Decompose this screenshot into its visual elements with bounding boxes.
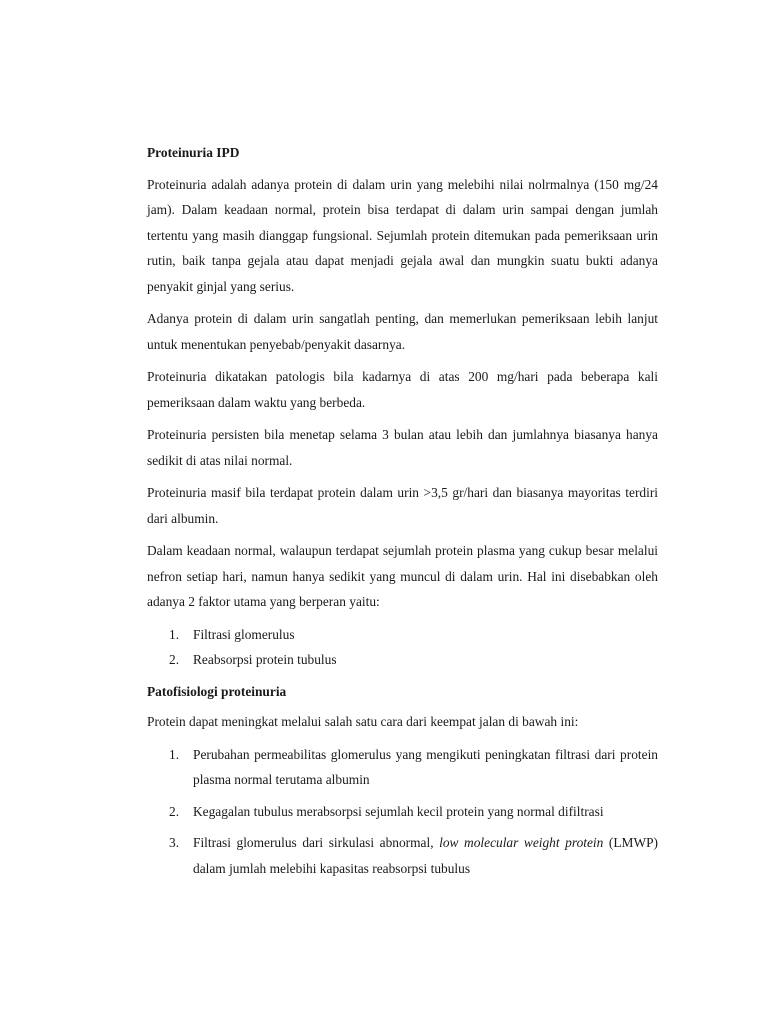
list-item [147, 622, 658, 648]
factors-list [147, 622, 658, 673]
list-item [147, 647, 658, 673]
list-item [147, 799, 658, 825]
list-item [147, 742, 658, 793]
paragraph-importance: Adanya protein di dalam urin sangatlah penting, dan memerlukan pemeriksaan lebih lanjut untuk menentukan penyebab/penyakit dasarnya. [147, 311, 658, 352]
list-item [147, 830, 658, 881]
list-text-italic: low molecular weight protein [439, 835, 604, 850]
paragraph-persistent: Proteinuria persisten bila menetap selama 3 bulan atau lebih dan jumlahnya biasanya hanya sedikit di atas nilai normal. [147, 427, 658, 468]
list-text: Filtrasi glomerulus [193, 626, 295, 642]
section-intro: Protein dapat meningkat melalui salah satu cara dari keempat jalan di bawah ini: [147, 714, 579, 729]
list-number: 3. [169, 835, 180, 850]
list-number: 2. [169, 652, 180, 667]
mechanisms-list [147, 742, 658, 882]
list-text-after: (LMWP) dalam jumlah melebihi kapasitas reabsorpsi tubulus [193, 835, 658, 876]
section-title: Patofisiologi proteinuria [147, 683, 287, 699]
paragraph-definition: Proteinuria adalah adanya protein di dalam urin yang melebihi nilai nolrmalnya (150 mg/24 jam). Dalam keadaan normal, protein bisa terdapat di dalam urin sampai dengan jumlah tertentu yang masih dianggap fungsional. Sejumlah protein ditemukan pada pemeriksaan urin rutin, baik tanpa gejala atau dapat menjadi gejala awal dan mungkin suatu bukti adanya penyakit ginjal yang serius. [147, 176, 658, 294]
list-number: 1. [169, 626, 180, 642]
list-number: 1. [169, 746, 180, 762]
paragraph-normal-state: Dalam keadaan normal, walaupun terdapat sejumlah protein plasma yang cukup besar melalui nefron setiap hari, namun hanya sedikit yang muncul di dalam urin. Hal ini disebabkan oleh adanya 2 faktor utama yang berperan yaitu: [147, 543, 658, 609]
document-page [147, 140, 658, 887]
paragraph-massive: Proteinuria masif bila terdapat protein dalam urin >3,5 gr/hari dan biasanya mayoritas terdiri dari albumin. [147, 485, 658, 526]
document-title: Proteinuria IPD [147, 145, 240, 160]
list-text: Kegagalan tubulus merabsorpsi sejumlah kecil protein yang normal difiltrasi [193, 803, 604, 819]
list-text-before: Filtrasi glomerulus dari sirkulasi abnormal, [193, 835, 440, 850]
list-text: Reabsorpsi protein tubulus [193, 652, 337, 667]
list-number: 2. [169, 803, 180, 819]
paragraph-pathologic: Proteinuria dikatakan patologis bila kadarnya di atas 200 mg/hari pada beberapa kali pemeriksaan dalam waktu yang berbeda. [147, 369, 658, 410]
list-text: Perubahan permeabilitas glomerulus yang mengikuti peningkatan filtrasi dari protein plasma normal terutama albumin [193, 746, 658, 787]
